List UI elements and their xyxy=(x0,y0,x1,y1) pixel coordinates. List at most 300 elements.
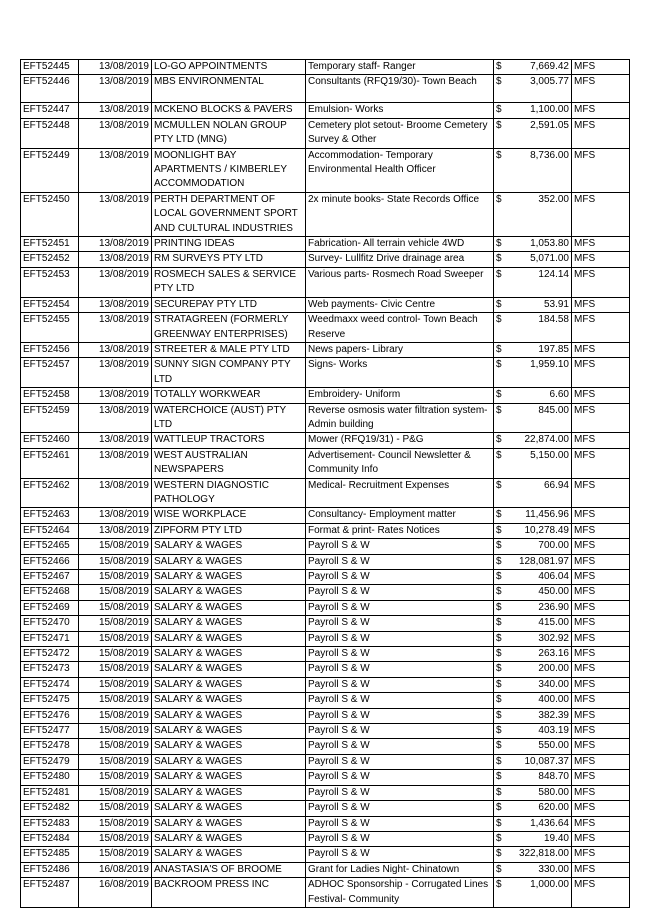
payment-date-cell: 13/08/2019 xyxy=(79,237,152,252)
table-row xyxy=(21,585,630,600)
description-cell: Weedmaxx weed control- Town Beach Reserve xyxy=(306,313,494,343)
payee-name-cell: SALARY & WAGES xyxy=(152,662,306,677)
amount-cell xyxy=(494,192,572,236)
payment-date-cell: 13/08/2019 xyxy=(79,118,152,148)
description-cell: Payroll S & W xyxy=(306,708,494,723)
table-row xyxy=(21,693,630,708)
amount-value: 322,818.00 xyxy=(518,848,569,860)
amount-cell xyxy=(494,616,572,631)
currency-symbol: $ xyxy=(496,817,502,829)
currency-symbol: $ xyxy=(496,586,502,598)
amount-value: 550.00 xyxy=(538,740,569,752)
currency-symbol: $ xyxy=(496,449,502,461)
payee-name-cell: STREETER & MALE PTY LTD xyxy=(152,342,306,357)
currency-symbol: $ xyxy=(496,404,502,416)
eft-number-cell: EFT52461 xyxy=(21,448,79,478)
currency-symbol: $ xyxy=(496,879,502,891)
payment-date-cell: 15/08/2019 xyxy=(79,662,152,677)
eft-number-cell: EFT52483 xyxy=(21,816,79,831)
fund-code-cell: MFS xyxy=(572,75,630,103)
table-row xyxy=(21,342,630,357)
eft-number-cell: EFT52451 xyxy=(21,237,79,252)
eft-number-cell: EFT52466 xyxy=(21,554,79,569)
payee-name-cell: SALARY & WAGES xyxy=(152,600,306,615)
amount-value: 415.00 xyxy=(538,617,569,629)
table-row xyxy=(21,570,630,585)
currency-symbol: $ xyxy=(496,555,502,567)
description-cell: Survey- Lullfitz Drive drainage area xyxy=(306,252,494,267)
fund-code-cell: MFS xyxy=(572,831,630,846)
payee-name-cell: SALARY & WAGES xyxy=(152,847,306,862)
table-row xyxy=(21,662,630,677)
eft-number-cell: EFT52447 xyxy=(21,103,79,118)
payee-name-cell: SALARY & WAGES xyxy=(152,539,306,554)
amount-cell xyxy=(494,862,572,877)
payee-name-cell: SALARY & WAGES xyxy=(152,616,306,631)
fund-code-cell: MFS xyxy=(572,478,630,508)
description-cell: Payroll S & W xyxy=(306,816,494,831)
amount-cell xyxy=(494,631,572,646)
currency-symbol: $ xyxy=(496,771,502,783)
payment-date-cell: 15/08/2019 xyxy=(79,785,152,800)
eft-number-cell: EFT52458 xyxy=(21,388,79,403)
fund-code-cell: MFS xyxy=(572,677,630,692)
payment-date-cell: 15/08/2019 xyxy=(79,631,152,646)
payment-date-cell: 15/08/2019 xyxy=(79,708,152,723)
currency-symbol: $ xyxy=(496,119,502,131)
description-cell: Payroll S & W xyxy=(306,739,494,754)
eft-number-cell: EFT52473 xyxy=(21,662,79,677)
table-row xyxy=(21,192,630,236)
amount-cell xyxy=(494,433,572,448)
amount-cell xyxy=(494,754,572,769)
fund-code-cell: MFS xyxy=(572,616,630,631)
currency-symbol: $ xyxy=(496,314,502,326)
eft-number-cell: EFT52463 xyxy=(21,508,79,523)
table-row xyxy=(21,724,630,739)
payee-name-cell: WESTERN DIAGNOSTIC PATHOLOGY xyxy=(152,478,306,508)
eft-number-cell: EFT52471 xyxy=(21,631,79,646)
payee-name-cell: SUNNY SIGN COMPANY PTY LTD xyxy=(152,358,306,388)
description-cell: Advertisement- Council Newsletter & Community Info xyxy=(306,448,494,478)
description-cell: Cemetery plot setout- Broome Cemetery Survey & Other xyxy=(306,118,494,148)
currency-symbol: $ xyxy=(496,709,502,721)
currency-symbol: $ xyxy=(496,343,502,355)
description-cell: Consultancy- Employment matter xyxy=(306,508,494,523)
eft-number-cell: EFT52449 xyxy=(21,148,79,192)
amount-value: 400.00 xyxy=(538,694,569,706)
amount-value: 263.16 xyxy=(538,648,569,660)
payment-date-cell: 13/08/2019 xyxy=(79,342,152,357)
payee-name-cell: SALARY & WAGES xyxy=(152,724,306,739)
eft-number-cell: EFT52446 xyxy=(21,75,79,103)
currency-symbol: $ xyxy=(496,253,502,265)
amount-cell xyxy=(494,539,572,554)
amount-value: 620.00 xyxy=(538,802,569,814)
table-row xyxy=(21,785,630,800)
payee-name-cell: SALARY & WAGES xyxy=(152,831,306,846)
fund-code-cell: MFS xyxy=(572,754,630,769)
fund-code-cell: MFS xyxy=(572,433,630,448)
eft-number-cell: EFT52482 xyxy=(21,801,79,816)
description-cell: Payroll S & W xyxy=(306,801,494,816)
amount-cell xyxy=(494,600,572,615)
amount-value: 200.00 xyxy=(538,663,569,675)
table-row xyxy=(21,75,630,103)
eft-number-cell: EFT52480 xyxy=(21,770,79,785)
amount-cell xyxy=(494,403,572,433)
description-cell: ADHOC Sponsorship - Corrugated Lines Festival- Community xyxy=(306,878,494,908)
table-row xyxy=(21,554,630,569)
description-cell: Payroll S & W xyxy=(306,585,494,600)
payee-name-cell: ZIPFORM PTY LTD xyxy=(152,523,306,538)
payment-date-cell: 13/08/2019 xyxy=(79,433,152,448)
fund-code-cell: MFS xyxy=(572,739,630,754)
payment-date-cell: 15/08/2019 xyxy=(79,554,152,569)
payee-name-cell: ANASTASIA'S OF BROOME xyxy=(152,862,306,877)
payment-date-cell: 13/08/2019 xyxy=(79,508,152,523)
amount-cell xyxy=(494,60,572,75)
payment-date-cell: 15/08/2019 xyxy=(79,570,152,585)
amount-value: 382.39 xyxy=(538,709,569,721)
amount-cell xyxy=(494,523,572,538)
payee-name-cell: SALARY & WAGES xyxy=(152,570,306,585)
amount-value: 66.94 xyxy=(543,479,569,491)
amount-value: 5,071.00 xyxy=(530,253,569,265)
fund-code-cell: MFS xyxy=(572,252,630,267)
eft-number-cell: EFT52459 xyxy=(21,403,79,433)
payment-date-cell: 15/08/2019 xyxy=(79,801,152,816)
amount-value: 1,100.00 xyxy=(530,104,569,116)
table-row xyxy=(21,539,630,554)
amount-value: 450.00 xyxy=(538,586,569,598)
amount-cell xyxy=(494,388,572,403)
amount-cell xyxy=(494,313,572,343)
payment-date-cell: 13/08/2019 xyxy=(79,148,152,192)
eft-number-cell: EFT52477 xyxy=(21,724,79,739)
payment-date-cell: 13/08/2019 xyxy=(79,267,152,297)
table-row xyxy=(21,816,630,831)
table-row xyxy=(21,478,630,508)
fund-code-cell: MFS xyxy=(572,403,630,433)
payment-date-cell: 15/08/2019 xyxy=(79,754,152,769)
payment-date-cell: 15/08/2019 xyxy=(79,831,152,846)
fund-code-cell: MFS xyxy=(572,60,630,75)
description-cell: Various parts- Rosmech Road Sweeper xyxy=(306,267,494,297)
currency-symbol: $ xyxy=(496,238,502,250)
description-cell: Payroll S & W xyxy=(306,647,494,662)
eft-number-cell: EFT52475 xyxy=(21,693,79,708)
table-row xyxy=(21,770,630,785)
fund-code-cell: MFS xyxy=(572,523,630,538)
currency-symbol: $ xyxy=(496,863,502,875)
payment-date-cell: 15/08/2019 xyxy=(79,539,152,554)
currency-symbol: $ xyxy=(496,434,502,446)
fund-code-cell: MFS xyxy=(572,724,630,739)
currency-symbol: $ xyxy=(496,725,502,737)
payment-date-cell: 15/08/2019 xyxy=(79,693,152,708)
eft-number-cell: EFT52460 xyxy=(21,433,79,448)
table-row xyxy=(21,631,630,646)
payee-name-cell: SALARY & WAGES xyxy=(152,677,306,692)
description-cell: Payroll S & W xyxy=(306,554,494,569)
payee-name-cell: WATTLEUP TRACTORS xyxy=(152,433,306,448)
amount-value: 6.60 xyxy=(549,389,569,401)
amount-value: 1,436.64 xyxy=(530,817,569,829)
eft-number-cell: EFT52472 xyxy=(21,647,79,662)
eft-number-cell: EFT52479 xyxy=(21,754,79,769)
amount-cell xyxy=(494,724,572,739)
currency-symbol: $ xyxy=(496,571,502,582)
table-row xyxy=(21,739,630,754)
description-cell: Payroll S & W xyxy=(306,770,494,785)
fund-code-cell: MFS xyxy=(572,448,630,478)
payment-date-cell: 13/08/2019 xyxy=(79,192,152,236)
payee-name-cell: LO-GO APPOINTMENTS xyxy=(152,60,306,75)
payments-table xyxy=(20,59,630,908)
eft-number-cell: EFT52468 xyxy=(21,585,79,600)
amount-cell xyxy=(494,358,572,388)
currency-symbol: $ xyxy=(496,104,502,116)
amount-value: 5,150.00 xyxy=(530,449,569,461)
payment-date-cell: 16/08/2019 xyxy=(79,878,152,908)
fund-code-cell: MFS xyxy=(572,192,630,236)
eft-number-cell: EFT52485 xyxy=(21,847,79,862)
table-row xyxy=(21,878,630,908)
table-row xyxy=(21,616,630,631)
amount-value: 1,000.00 xyxy=(530,879,569,891)
currency-symbol: $ xyxy=(496,648,502,660)
description-cell: Accommodation- Temporary Environmental Health Officer xyxy=(306,148,494,192)
payee-name-cell: MCMULLEN NOLAN GROUP PTY LTD (MNG) xyxy=(152,118,306,148)
currency-symbol: $ xyxy=(496,832,502,844)
description-cell: Payroll S & W xyxy=(306,677,494,692)
eft-number-cell: EFT52457 xyxy=(21,358,79,388)
description-cell: Reverse osmosis water filtration system- Admin building xyxy=(306,403,494,433)
eft-number-cell: EFT52484 xyxy=(21,831,79,846)
amount-value: 184.58 xyxy=(538,314,569,326)
payee-name-cell: ROSMECH SALES & SERVICE PTY LTD xyxy=(152,267,306,297)
description-cell: Payroll S & W xyxy=(306,616,494,631)
amount-value: 352.00 xyxy=(538,193,569,205)
eft-number-cell: EFT52453 xyxy=(21,267,79,297)
payments-table-body xyxy=(21,60,630,908)
currency-symbol: $ xyxy=(496,298,502,310)
fund-code-cell: MFS xyxy=(572,148,630,192)
amount-cell xyxy=(494,448,572,478)
table-row xyxy=(21,801,630,816)
payee-name-cell: SALARY & WAGES xyxy=(152,801,306,816)
amount-cell xyxy=(494,831,572,846)
currency-symbol: $ xyxy=(496,509,502,521)
currency-symbol: $ xyxy=(496,601,502,613)
fund-code-cell: MFS xyxy=(572,847,630,862)
amount-value: 19.40 xyxy=(543,832,569,844)
fund-code-cell: MFS xyxy=(572,118,630,148)
amount-value: 11,456.96 xyxy=(525,509,569,521)
description-cell: Payroll S & W xyxy=(306,662,494,677)
description-cell: Payroll S & W xyxy=(306,831,494,846)
description-cell: Payroll S & W xyxy=(306,600,494,615)
amount-cell xyxy=(494,570,572,585)
fund-code-cell: MFS xyxy=(572,388,630,403)
payee-name-cell: SALARY & WAGES xyxy=(152,554,306,569)
fund-code-cell: MFS xyxy=(572,570,630,585)
eft-number-cell: EFT52478 xyxy=(21,739,79,754)
amount-cell xyxy=(494,267,572,297)
amount-cell xyxy=(494,478,572,508)
amount-value: 1,053.80 xyxy=(530,238,569,250)
fund-code-cell: MFS xyxy=(572,342,630,357)
payee-name-cell: SALARY & WAGES xyxy=(152,647,306,662)
amount-cell xyxy=(494,585,572,600)
eft-number-cell: EFT52454 xyxy=(21,297,79,312)
payee-name-cell: STRATAGREEN (FORMERLY GREENWAY ENTERPRISES) xyxy=(152,313,306,343)
eft-number-cell: EFT52474 xyxy=(21,677,79,692)
fund-code-cell: MFS xyxy=(572,785,630,800)
table-row xyxy=(21,708,630,723)
table-row xyxy=(21,862,630,877)
payment-date-cell: 13/08/2019 xyxy=(79,60,152,75)
fund-code-cell: MFS xyxy=(572,358,630,388)
payee-name-cell: SALARY & WAGES xyxy=(152,631,306,646)
amount-value: 7,669.42 xyxy=(530,61,569,72)
currency-symbol: $ xyxy=(496,359,502,371)
currency-symbol: $ xyxy=(496,755,502,767)
payment-date-cell: 16/08/2019 xyxy=(79,862,152,877)
payee-name-cell: PRINTING IDEAS xyxy=(152,237,306,252)
payment-date-cell: 13/08/2019 xyxy=(79,358,152,388)
amount-value: 700.00 xyxy=(538,540,569,552)
fund-code-cell: MFS xyxy=(572,267,630,297)
description-cell: Temporary staff- Ranger xyxy=(306,60,494,75)
payee-name-cell: BACKROOM PRESS INC xyxy=(152,878,306,908)
currency-symbol: $ xyxy=(496,632,502,644)
fund-code-cell: MFS xyxy=(572,103,630,118)
table-row xyxy=(21,677,630,692)
amount-value: 53.91 xyxy=(543,298,569,310)
payee-name-cell: SALARY & WAGES xyxy=(152,770,306,785)
amount-value: 3,005.77 xyxy=(530,76,569,88)
payment-date-cell: 13/08/2019 xyxy=(79,448,152,478)
eft-number-cell: EFT52455 xyxy=(21,313,79,343)
table-row xyxy=(21,647,630,662)
amount-value: 10,087.37 xyxy=(524,755,569,767)
amount-cell xyxy=(494,677,572,692)
fund-code-cell: MFS xyxy=(572,237,630,252)
amount-cell xyxy=(494,708,572,723)
payment-date-cell: 15/08/2019 xyxy=(79,770,152,785)
payment-date-cell: 13/08/2019 xyxy=(79,478,152,508)
payee-name-cell: PERTH DEPARTMENT OF LOCAL GOVERNMENT SPORT AND CULTURAL INDUSTRIES xyxy=(152,192,306,236)
eft-number-cell: EFT52450 xyxy=(21,192,79,236)
amount-value: 128,081.97 xyxy=(518,555,569,567)
eft-number-cell: EFT52470 xyxy=(21,616,79,631)
table-row xyxy=(21,252,630,267)
fund-code-cell: MFS xyxy=(572,508,630,523)
eft-number-cell: EFT52476 xyxy=(21,708,79,723)
amount-value: 236.90 xyxy=(538,601,569,613)
fund-code-cell: MFS xyxy=(572,816,630,831)
amount-value: 845.00 xyxy=(538,404,569,416)
fund-code-cell: MFS xyxy=(572,801,630,816)
amount-value: 340.00 xyxy=(538,678,569,690)
description-cell: Payroll S & W xyxy=(306,724,494,739)
payee-name-cell: SALARY & WAGES xyxy=(152,693,306,708)
payment-date-cell: 13/08/2019 xyxy=(79,297,152,312)
table-row xyxy=(21,237,630,252)
description-cell: Medical- Recruitment Expenses xyxy=(306,478,494,508)
amount-cell xyxy=(494,148,572,192)
payee-name-cell: SALARY & WAGES xyxy=(152,708,306,723)
eft-number-cell: EFT52481 xyxy=(21,785,79,800)
table-row xyxy=(21,847,630,862)
currency-symbol: $ xyxy=(496,802,502,814)
description-cell: Mower (RFQ19/31) - P&G xyxy=(306,433,494,448)
payment-date-cell: 13/08/2019 xyxy=(79,313,152,343)
amount-cell xyxy=(494,103,572,118)
description-cell: Fabrication- All terrain vehicle 4WD xyxy=(306,237,494,252)
payee-name-cell: SALARY & WAGES xyxy=(152,585,306,600)
description-cell: Payroll S & W xyxy=(306,754,494,769)
eft-number-cell: EFT52448 xyxy=(21,118,79,148)
fund-code-cell: MFS xyxy=(572,770,630,785)
amount-value: 406.04 xyxy=(538,571,569,582)
payment-date-cell: 15/08/2019 xyxy=(79,816,152,831)
payee-name-cell: MBS ENVIRONMENTAL xyxy=(152,75,306,103)
payment-date-cell: 15/08/2019 xyxy=(79,616,152,631)
payee-name-cell: SECUREPAY PTY LTD xyxy=(152,297,306,312)
fund-code-cell: MFS xyxy=(572,647,630,662)
amount-cell xyxy=(494,770,572,785)
amount-value: 848.70 xyxy=(538,771,569,783)
fund-code-cell: MFS xyxy=(572,600,630,615)
currency-symbol: $ xyxy=(496,268,502,280)
fund-code-cell: MFS xyxy=(572,554,630,569)
payee-name-cell: WISE WORKPLACE xyxy=(152,508,306,523)
payment-date-cell: 13/08/2019 xyxy=(79,388,152,403)
payee-name-cell: WEST AUSTRALIAN NEWSPAPERS xyxy=(152,448,306,478)
eft-number-cell: EFT52469 xyxy=(21,600,79,615)
fund-code-cell: MFS xyxy=(572,313,630,343)
description-cell: Payroll S & W xyxy=(306,631,494,646)
payment-date-cell: 15/08/2019 xyxy=(79,585,152,600)
payment-date-cell: 15/08/2019 xyxy=(79,739,152,754)
description-cell: Payroll S & W xyxy=(306,785,494,800)
amount-value: 1,959.10 xyxy=(530,359,569,371)
amount-cell xyxy=(494,252,572,267)
currency-symbol: $ xyxy=(496,76,502,88)
amount-cell xyxy=(494,816,572,831)
currency-symbol: $ xyxy=(496,149,502,161)
amount-cell xyxy=(494,342,572,357)
eft-number-cell: EFT52486 xyxy=(21,862,79,877)
payee-name-cell: RM SURVEYS PTY LTD xyxy=(152,252,306,267)
eft-number-cell: EFT52465 xyxy=(21,539,79,554)
currency-symbol: $ xyxy=(496,61,502,72)
amount-value: 197.85 xyxy=(538,343,569,355)
table-row xyxy=(21,831,630,846)
amount-value: 302.92 xyxy=(538,632,569,644)
amount-cell xyxy=(494,508,572,523)
currency-symbol: $ xyxy=(496,540,502,552)
fund-code-cell: MFS xyxy=(572,631,630,646)
amount-cell xyxy=(494,118,572,148)
amount-value: 124.14 xyxy=(538,268,569,280)
table-row xyxy=(21,448,630,478)
payment-date-cell: 15/08/2019 xyxy=(79,647,152,662)
payee-name-cell: MOONLIGHT BAY APARTMENTS / KIMBERLEY ACCOMMODATION xyxy=(152,148,306,192)
